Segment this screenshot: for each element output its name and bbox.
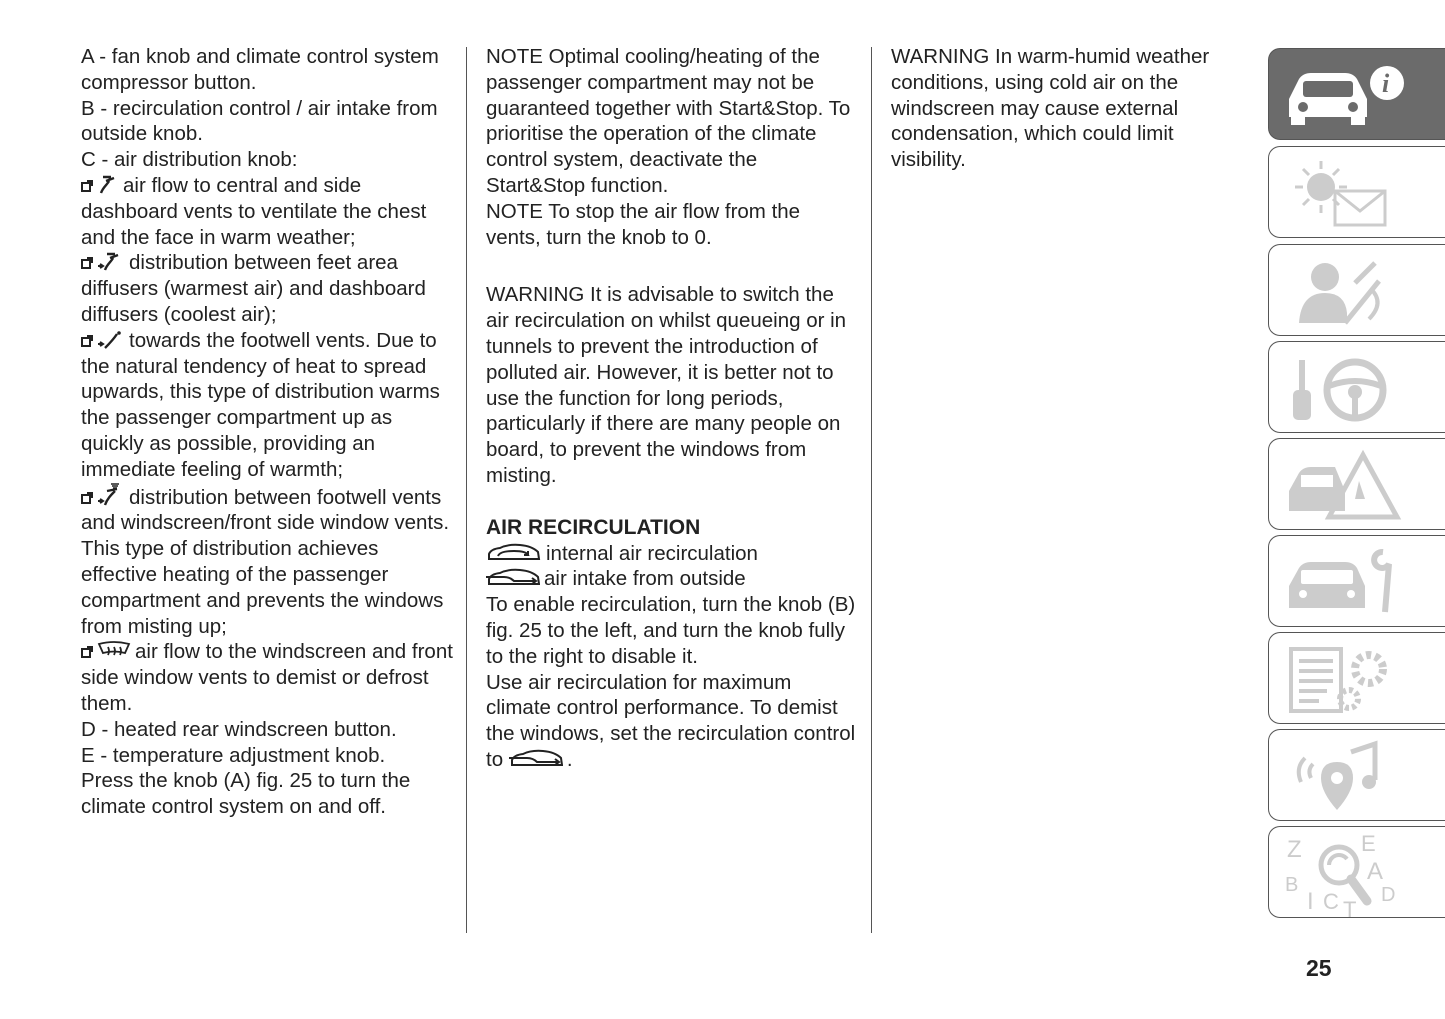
vent-feet-windscreen-icon bbox=[97, 483, 125, 507]
column-middle bbox=[486, 44, 858, 773]
item-d: D - heated rear windscreen button. bbox=[81, 717, 397, 741]
index-letter: Z bbox=[1287, 836, 1302, 863]
tab-servicing[interactable] bbox=[1268, 535, 1445, 627]
tab-emergency[interactable] bbox=[1268, 438, 1445, 530]
svg-text:i: i bbox=[1382, 69, 1390, 98]
column-left bbox=[81, 44, 456, 820]
outside-air-icon bbox=[486, 568, 540, 588]
car-warning-triangle-icon bbox=[1285, 447, 1405, 523]
column-divider bbox=[871, 47, 872, 933]
vent-face-icon bbox=[97, 175, 119, 195]
note-stop-airflow: NOTE To stop the air flow from the vents, turn the knob to 0. bbox=[486, 199, 801, 249]
bullet-icon bbox=[81, 494, 91, 504]
note-start-stop: NOTE Optimal cooling/heating of the passenger compartment may not be guaranteed together with Start&Stop. To prioritise the operation of the climate control system, deactivate the Start&Stop function. bbox=[486, 45, 851, 197]
multimedia-music-icon bbox=[1285, 738, 1405, 814]
outside-air-icon bbox=[509, 749, 563, 769]
outside-air-row: air intake from outside bbox=[486, 566, 858, 592]
internal-recirculation-row: internal air recirculation bbox=[486, 541, 858, 567]
index-letter: B bbox=[1285, 874, 1299, 896]
tab-starting-driving[interactable] bbox=[1268, 341, 1445, 433]
tab-car-info[interactable] bbox=[1268, 48, 1445, 140]
bullet-icon bbox=[81, 337, 91, 347]
vent-feet-icon bbox=[97, 330, 125, 350]
distribution-footwell-windscreen: distribution between footwell vents and windscreen/front side window vents. This type of distribution achieves effective heating of the passenger compartment and prevents the windows from misting up; bbox=[81, 483, 456, 640]
tab-dashboard-lights[interactable] bbox=[1268, 146, 1445, 238]
item-a: A - fan knob and climate control system compressor button. bbox=[81, 45, 439, 94]
index-magnifier-icon bbox=[1285, 835, 1409, 919]
dashboard-lights-icon bbox=[1285, 155, 1405, 231]
index-letter: E bbox=[1361, 835, 1376, 856]
column-right bbox=[891, 44, 1236, 173]
bullet-icon bbox=[81, 259, 91, 269]
item-e: E - temperature adjustment knob. bbox=[81, 743, 386, 767]
bullet-icon bbox=[81, 182, 91, 192]
key-steering-wheel-icon bbox=[1285, 350, 1405, 426]
enable-recirculation-text: To enable recirculation, turn the knob (B) fig. 25 to the left, and turn the knob fully to the right to disable it. bbox=[486, 593, 856, 668]
index-letter: I bbox=[1307, 888, 1314, 915]
index-letter: C bbox=[1323, 889, 1339, 914]
windscreen-defrost-icon bbox=[97, 641, 131, 661]
tab-multimedia[interactable] bbox=[1268, 729, 1445, 821]
section-heading: AIR RECIRCULATION bbox=[486, 515, 701, 539]
use-recirculation-text: Use air recirculation for maximum climate control performance. To demist the windows, set the recirculation control to . bbox=[486, 670, 856, 771]
bullet-icon bbox=[81, 648, 91, 658]
distribution-face: air flow to central and side dashboard vents to ventilate the chest and the face in warm weather; bbox=[81, 173, 427, 249]
distribution-windscreen: air flow to the windscreen and front side window vents to demist or defrost them. bbox=[81, 640, 453, 715]
index-letter: A bbox=[1367, 858, 1384, 885]
item-b: B - recirculation control / air intake from outside knob. bbox=[81, 96, 438, 146]
vent-feet-face-icon bbox=[97, 252, 125, 272]
index-letter: D bbox=[1381, 884, 1396, 906]
warning-condensation: WARNING In warm-humid weather conditions, using cold air on the windscreen may cause external condensation, which could limit visibility. bbox=[891, 45, 1210, 172]
page-number: 25 bbox=[1306, 955, 1332, 981]
item-c: C - air distribution knob: bbox=[81, 148, 298, 172]
tab-index[interactable] bbox=[1268, 826, 1445, 918]
car-info-icon bbox=[1285, 57, 1415, 133]
car-wrench-icon bbox=[1285, 544, 1405, 620]
recirculation-icon bbox=[486, 543, 542, 563]
tab-safety[interactable] bbox=[1268, 244, 1445, 336]
distribution-feet-dash: distribution between feet area diffusers (warmest air) and dashboard diffusers (coolest air); bbox=[81, 251, 426, 326]
warning-recirculation: WARNING It is advisable to switch the air recirculation on whilst queueing or in tunnels to prevent the introduction of polluted air. However, it is better not to use the function for long periods, particularly if there are many people on board, to prevent the windows from misting. bbox=[486, 283, 847, 487]
safety-airbag-icon bbox=[1285, 253, 1405, 329]
press-knob-text: Press the knob (A) fig. 25 to turn the climate control system on and off. bbox=[81, 769, 411, 819]
tab-technical-data[interactable] bbox=[1268, 632, 1445, 724]
technical-data-gears-icon bbox=[1285, 641, 1405, 717]
index-letter: T bbox=[1343, 897, 1357, 919]
distribution-footwell: towards the footwell vents. Due to the natural tendency of heat to spread upwards, this type of distribution warms the passenger compartment up as quickly as possible, providing an immediate feeling of warmth; bbox=[81, 328, 440, 481]
column-divider bbox=[466, 47, 467, 933]
